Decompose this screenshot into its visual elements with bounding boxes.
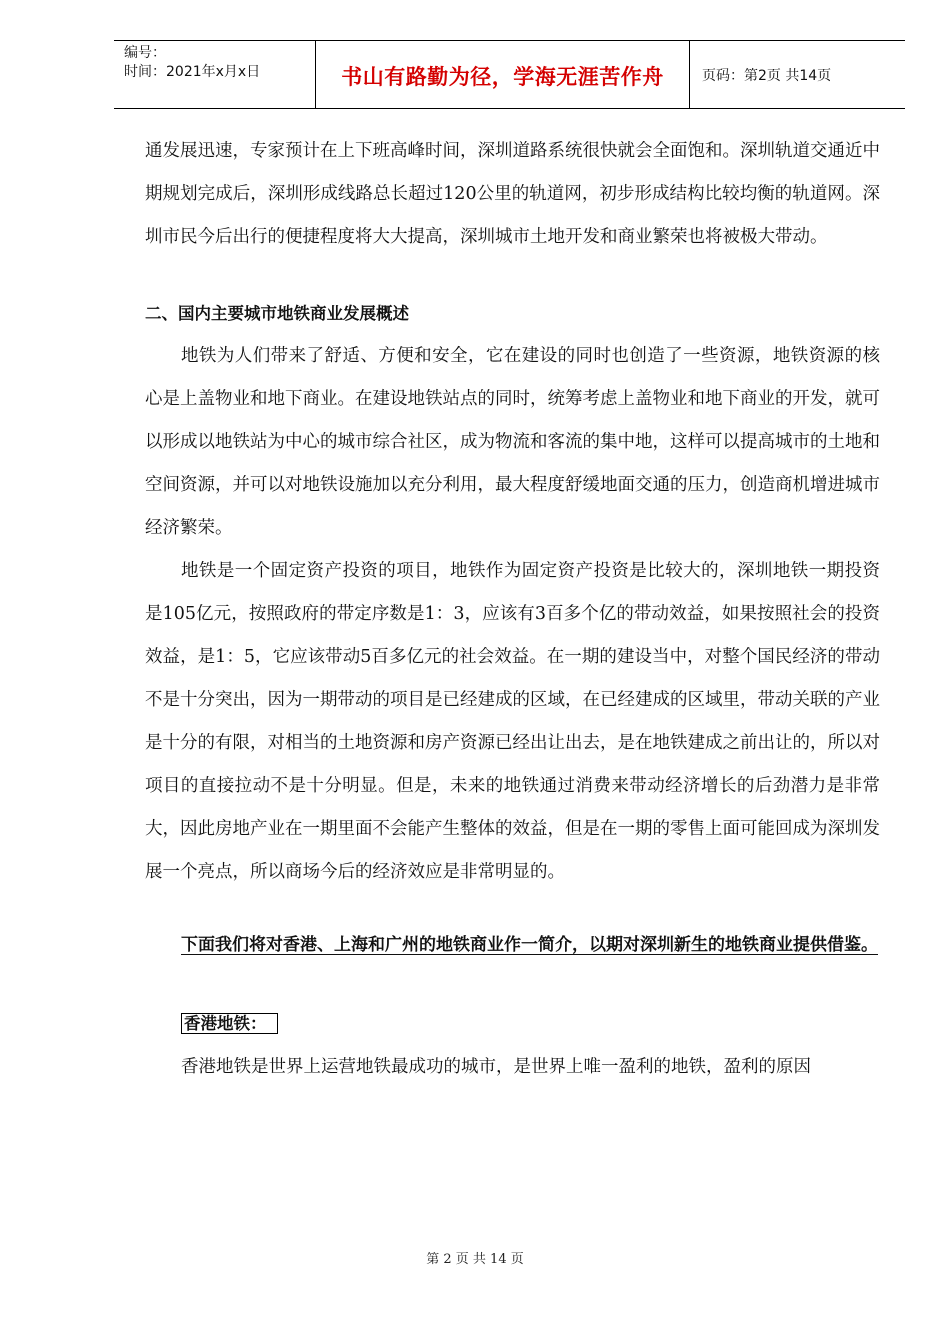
paragraph: 地铁为人们带来了舒适、方便和安全，它在建设的同时也创造了一些资源，地铁资源的核心是上盖物业和地下商业。在建设地铁站点的同时，统筹考虑上盖物业和地下商业的开发，就可以形成以地铁站为中心的城市综合社区，成为物流和客流的集中地，这样可以提高城市的土地和空间资源，并可以对地铁设施加以充分利用，最大程度舒缓地面交通的压力，创造商机增进城市经济繁荣。 <box>145 346 880 538</box>
serial-label: 编号： <box>124 45 166 61</box>
section-heading: 二、国内主要城市地铁商业发展概述 <box>145 304 409 323</box>
lead-paragraph: 下面我们将对香港、上海和广州的地铁商业作一简介，以期对深圳新生的地铁商业提供借鉴。 <box>181 935 878 955</box>
header-page-cell <box>690 41 905 108</box>
header-page-label: 页码：第2页 共14页 <box>702 68 832 84</box>
subsection-heading-wrap <box>145 1002 880 1046</box>
paragraph-continuation: 通发展迅速，专家预计在上下班高峰时间，深圳道路系统很快就会全面饱和。深圳轨道交通近中期规划完成后，深圳形成线路总长超过120公里的轨道网，初步形成结构比较均衡的轨道网。深圳市民今后出行的便捷程度将大大提高，深圳城市土地开发和商业繁荣也将被极大带动。 <box>145 141 880 247</box>
document-body <box>145 130 880 1089</box>
header-motto: 书山有路勤为径，学海无涯苦作舟 <box>341 65 664 89</box>
subsection-heading-hk: 香港地铁： <box>181 1013 278 1034</box>
page-header <box>114 40 905 109</box>
time-label: 时间：2021年x月x日 <box>124 64 261 80</box>
paragraph: 地铁是一个固定资产投资的项目，地铁作为固定资产投资是比较大的，深圳地铁一期投资是105亿元，按照政府的带定序数是1：3，应该有3百多个亿的带动效益，如果按照社会的投资效益，是1：5，它应该带动5百多亿元的社会效益。在一期的建设当中，对整个国民经济的带动不是十分突出，因为一期带动的项目是已经建成的区域，在已经建成的区域里，带动关联的产业是十分的有限，对相当的土地资源和房产资源已经出让出去，是在地铁建成之前出让的，所以对项目的直接拉动不是十分明显。但是，未来的地铁通过消费来带动经济增长的后劲潜力是非常大，因此房地产业在一期里面不会能产生整体的效益，但是在一期的零售上面可能回成为深圳发展一个亮点，所以商场今后的经济效应是非常明显的。 <box>145 561 880 882</box>
header-motto-cell <box>316 41 690 108</box>
page-footer: 第 2 页 共 14 页 <box>426 1252 524 1267</box>
header-meta <box>114 41 316 108</box>
paragraph: 香港地铁是世界上运营地铁最成功的城市，是世界上唯一盈利的地铁，盈利的原因 <box>181 1057 811 1077</box>
